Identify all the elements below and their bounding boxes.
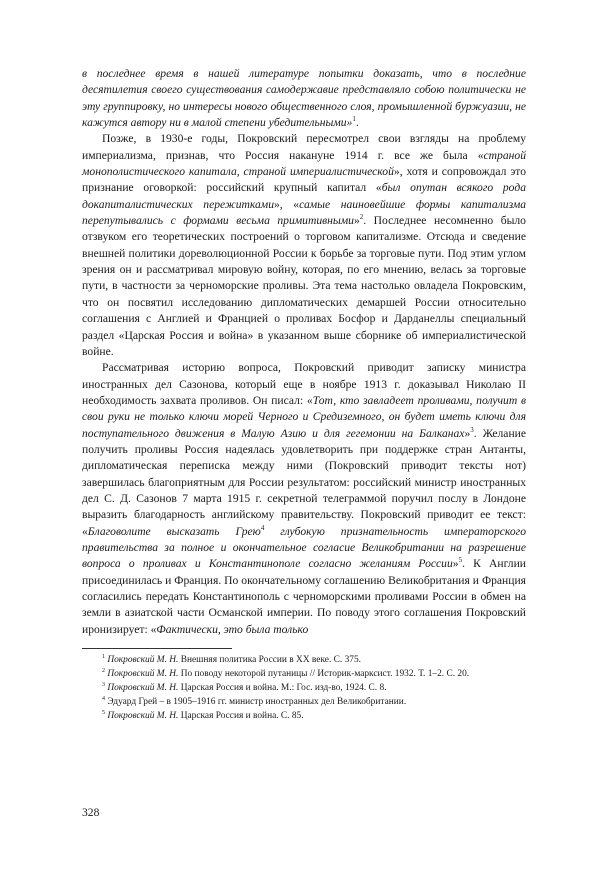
text: Позже, в 1930-е годы, Покровский пересмотрел свои взгляды на проблему империализма, признав, что Россия накануне 1914 г. все же была « [82,132,526,162]
footnote-text: Внешняя политика России в XX веке. С. 375. [178,655,361,666]
footnote-number: 1 [102,654,105,661]
footnote-divider [82,648,232,649]
footnote-2 [82,667,526,681]
footnote-5 [82,709,526,723]
quote-italic: Благоволите высказать Грею [87,524,261,538]
footnote-text: Эдуард Грей – в 1905–1916 гг. министр иностранных дел Великобритании. [107,697,407,708]
quote-italic: глубокую признательность императорского правительства за полное и окончательное согласие Великобритании на разрешение вопроса о проливах и Константинополе согласно желаниям России [82,524,526,571]
footnote-author: Покровский М. Н. [107,669,179,680]
text: » [353,214,360,228]
text: . [355,116,359,130]
footnote-number: 5 [102,710,105,717]
text: Рассматривая историю вопроса, Покровский приводит записку министра иностранных дел Сазонова, который еще в ноябре 1913 г. доказывал Николаю II необходимость захвата проливов. Он писал: « [82,361,526,407]
footnote-text: Царская Россия и война. С. 85. [178,711,304,722]
text: », хотя и сопровождал это признание оговоркой: российский крупный капитал « [82,165,527,195]
text: . Желание получить проливы Россия надеялась удовлетворить при поддержке стран Антанты, дипломатическая переписка между ними (Покровский приводит тексты нот) завершилась благоприятным для России результатом: российский министр иностранных дел С. Д. Сазонов 7 марта 1915 г. секретной телеграммой поручил послу в Лондоне выразить благодарность английскому правительству. Покровский приводит ее текст: « [82,426,527,538]
footnote-text: По поводу некоторой путаницы // Историк-марксист. 1932. Т. 1–2. С. 20. [178,669,470,680]
paragraph-1 [82,66,526,131]
footnote-ref-3[interactable]: 3 [470,425,474,434]
text: », « [274,197,300,211]
footnotes [82,653,526,723]
footnote-ref-5[interactable]: 5 [458,556,463,565]
footnote-author: Покровский М. Н. [107,683,179,694]
footnote-number: 3 [102,682,105,689]
paragraph-2 [82,131,526,360]
footnote-ref-1[interactable]: 1 [352,115,356,124]
page-body [82,66,526,724]
footnote-author: Покровский М. Н. [107,655,179,666]
footnote-author: Покровский М. Н. [107,711,179,722]
footnote-4 [82,695,526,709]
footnote-text: Царская Россия и война. М.: Гос. изд-во, 1924. С. 8. [178,683,387,694]
page-number: 328 [82,806,100,819]
footnote-number: 2 [102,668,105,675]
text: . Последнее несомненно было отзвуком его теоретических построений о торговом капитализме. Отсюда и сведение внешней политики дореволюционной России к борьбе за торговые пути. Под этим углом зрения он и рассматривал мировую войну, которая, по его мнению, велась за торговые пути, в частности за черноморские проливы. Эта тема настолько овладела Покровским, что он посвятил исследованию дипломатических демаршей России относительно соглашения с Англией и Францией о проливах Босфор и Дарданеллы специальный раздел «Царская Россия и война» в указанном выше сборнике об империалистической войне. [82,214,526,358]
quote-italic: самые наиновейшие формы капитализма перепутывались с формами весьма примитивными [82,197,527,228]
quote-italic: в последнее время в нашей литературе попытки доказать, что в последние десятилетия своего существования самодержавие представляло собою политически не эту группировку, но интересы нового общественного слоя, промышленной буржуазии, не кажутся автору ни в малой степени убедительными» [82,67,526,130]
text: » [464,426,471,440]
footnote-3 [82,681,526,695]
footnote-ref-4[interactable]: 4 [260,523,265,532]
quote-italic: Тот, кто завладеет проливами, получит в свои руки не только ключи морей Черного и Средиземного, он будет иметь ключи для поступательного движения в Малую Азию и для гегемонии на Балканах [82,393,526,440]
quote-italic: был опутан всякого рода докапиталистических пережитками [82,181,526,211]
quote-italic: Фактически, это была только [156,622,309,636]
footnote-ref-2[interactable]: 2 [359,213,364,222]
quote-italic: страной монополистического капитала, страной империалистической [82,148,526,179]
text: . К Англии присоединилась и Франция. По окончательному соглашению Великобритания и Франция согласились передать Константинополь с черноморскими проливами России в обмен на земли в азиатской части Османской империи. По поводу этого соглашения Покровский иронизирует: « [82,557,526,636]
paragraph-3 [82,360,526,638]
text: » [452,557,459,571]
footnote-number: 4 [102,696,105,703]
footnote-1 [82,653,526,667]
